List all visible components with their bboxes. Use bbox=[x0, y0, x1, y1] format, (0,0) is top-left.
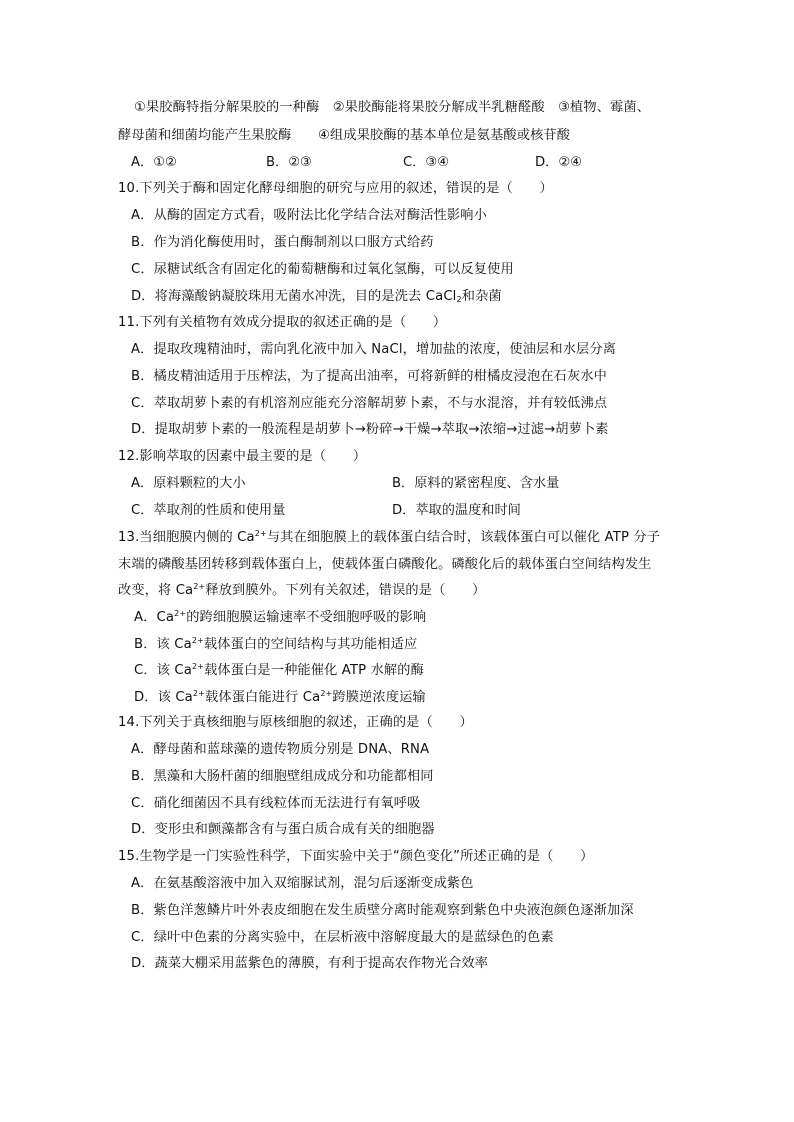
q15-option-b: B．紫色洋葱鳞片叶外表皮细胞在发生质壁分离时能观察到紫色中央液泡颜色逐渐加深 bbox=[131, 903, 634, 918]
q9-option-c: C．③④ bbox=[403, 155, 450, 170]
q9-option-b: B．②③ bbox=[266, 155, 312, 170]
q15-option-a: A．在氨基酸溶液中加入双缩脲试剂，混匀后逐渐变成紫色 bbox=[131, 876, 474, 891]
q13-stem-line-1: 13.当细胞膜内侧的 $Ca^{2+}$与其在细胞膜上的载体蛋白结合时，该载体蛋白可以催化 ATP 分子 bbox=[118, 529, 661, 545]
q14-option-c: C．硝化细菌因不具有线粒体而无法进行有氧呼吸 bbox=[131, 796, 421, 811]
q15-stem: 15.生物学是一门实验性科学，下面实验中关于“颜色变化”所述正确的是（ ） bbox=[118, 849, 594, 864]
q13-option-d: D．该 $Ca^{2+}$载体蛋白能进行 $Ca^{2+}$跨膜逆浓度运输 bbox=[134, 689, 426, 705]
q12-option-b: B．原料的紧密程度、含水量 bbox=[392, 476, 560, 491]
q11-option-b: B．橘皮精油适用于压榨法，为了提高出油率，可将新鲜的柑橘皮浸泡在石灰水中 bbox=[131, 369, 608, 384]
q9-statement-line-2: 酵母菌和细菌均能产生果胶酶 ④组成果胶酶的基本单位是氨基酸或核苷酸 bbox=[118, 128, 571, 143]
q10-option-c: C．尿糖试纸含有固定化的葡萄糖酶和过氧化氢酶，可以反复使用 bbox=[131, 262, 514, 277]
q13-option-b: B．该 $Ca^{2+}$载体蛋白的空间结构与其功能相适应 bbox=[134, 636, 418, 652]
q9-statement-line-1: ①果胶酶特指分解果胶的一种酶 ②果胶酶能将果胶分解成半乳糖醛酸 ③植物、霉菌、 bbox=[134, 100, 651, 115]
q11-option-a: A．提取玫瑰精油时，需向乳化液中加入 NaCl，增加盐的浓度，使油层和水层分离 bbox=[131, 342, 617, 357]
q10-option-b: B．作为消化酶使用时，蛋白酶制剂以口服方式给药 bbox=[131, 235, 434, 250]
q14-stem: 14.下列关于真核细胞与原核细胞的叙述，正确的是（ ） bbox=[118, 715, 473, 730]
q9-option-d: D．②④ bbox=[535, 155, 582, 170]
q14-option-b: B．黑藻和大肠杆菌的细胞壁组成成分和功能都相同 bbox=[131, 769, 434, 784]
q13-stem-line-2: 末端的磷酸基团转移到载体蛋白上，使载体蛋白磷酸化。磷酸化后的载体蛋白空间结构发生 bbox=[118, 557, 652, 572]
q13-option-c: C．该 $Ca^{2+}$载体蛋白是一种能催化 ATP 水解的酶 bbox=[134, 662, 424, 678]
q10-option-d: D．将海藻酸钠凝胶珠用无菌水冲洗，目的是洗去 CaCl$_2$和杂菌 bbox=[131, 289, 502, 304]
q12-stem: 12.影响萃取的因素中最主要的是（ ） bbox=[118, 449, 367, 464]
q13-option-a: A．$Ca^{2+}$的跨细胞膜运输速率不受细胞呼吸的影响 bbox=[134, 609, 427, 625]
q12-option-a: A．原料颗粒的大小 bbox=[131, 476, 246, 491]
q11-option-d: D．提取胡萝卜素的一般流程是胡萝卜→粉碎→干燥→萃取→浓缩→过滤→胡萝卜素 bbox=[131, 422, 609, 437]
q15-option-c: C．绿叶中色素的分离实验中，在层析液中溶解度最大的是蓝绿色的色素 bbox=[131, 930, 554, 945]
q15-option-d: D．蔬菜大棚采用蓝紫色的薄膜，有利于提高农作物光合效率 bbox=[131, 956, 489, 971]
q10-option-a: A．从酶的固定方式看，吸附法比化学结合法对酶活性影响小 bbox=[131, 208, 487, 223]
q14-option-a: A．酵母菌和蓝球藻的遗传物质分别是 DNA、RNA bbox=[131, 742, 430, 757]
q9-option-a: A．①② bbox=[131, 155, 177, 170]
q12-option-c: C．萃取剂的性质和使用量 bbox=[131, 503, 286, 518]
q10-stem: 10.下列关于酶和固定化酵母细胞的研究与应用的叙述，错误的是（ ） bbox=[118, 181, 553, 196]
q11-option-c: C．萃取胡萝卜素的有机溶剂应能充分溶解胡萝卜素，不与水混溶，并有较低沸点 bbox=[131, 396, 608, 411]
q14-option-d: D．变形虫和颤藻都含有与蛋白质合成有关的细胞器 bbox=[131, 822, 435, 837]
q12-option-d: D．萃取的温度和时间 bbox=[392, 503, 521, 518]
q11-stem: 11.下列有关植物有效成分提取的叙述正确的是（ ） bbox=[118, 315, 447, 330]
q13-stem-line-3: 改变，将 $Ca^{2+}$释放到膜外。下列有关叙述，错误的是（ ） bbox=[118, 582, 486, 598]
